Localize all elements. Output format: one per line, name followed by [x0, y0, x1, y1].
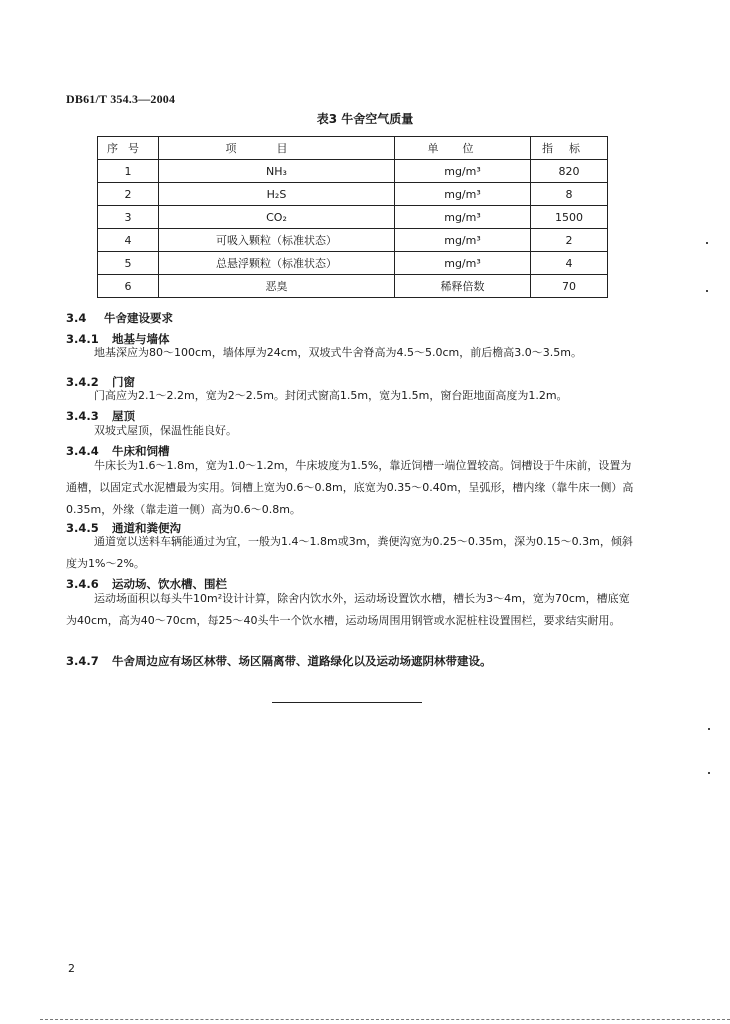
section-heading-3-4-7: [66, 653, 492, 669]
section-number: 3.4.2: [66, 375, 99, 389]
cell-no: 4: [98, 229, 159, 252]
air-quality-table: [97, 136, 608, 298]
cell-value: 2: [531, 229, 608, 252]
scan-edge: [40, 1019, 730, 1020]
cell-item: 恶臭: [159, 275, 395, 298]
cell-no: 6: [98, 275, 159, 298]
section-number: 3.4.5: [66, 521, 99, 535]
page-number: 2: [68, 962, 75, 975]
paragraph-foundation-walls: 地基深应为80～100cm，墙体厚为24cm，双坡式牛舍脊高为4.5～5.0cm，前后檐高3.0～3.5m。: [94, 346, 582, 359]
section-number: 3.4.1: [66, 332, 99, 346]
cell-item: CO₂: [159, 206, 395, 229]
paragraph-stall-trough: 牛床长为1.6～1.8m，宽为1.0～1.2m，牛床坡度为1.5%，靠近饲槽一端位置较高。饲槽设于牛床前，设置为通槽，以固定式水泥槽最为实用。饲槽上宽为0.6～0.8m，底宽为0.35～0.40m，呈弧形，槽内缘（靠牛床一侧）高0.35m，外缘（靠走道一侧）高为0.6～0.8m。: [66, 459, 634, 516]
section-number: 3.4: [66, 311, 87, 325]
column-header-no: 序号: [98, 137, 159, 160]
paragraph-roof: 双坡式屋顶，保温性能良好。: [94, 424, 237, 437]
table-row: [98, 206, 608, 229]
cell-value: 70: [531, 275, 608, 298]
section-number: 3.4.6: [66, 577, 99, 591]
section-heading-3-4: [66, 310, 173, 326]
section-title: 屋顶: [112, 409, 135, 423]
cell-item: 总悬浮颗粒（标准状态）: [159, 252, 395, 275]
table-row: [98, 183, 608, 206]
cell-no: 2: [98, 183, 159, 206]
scan-speck: [706, 242, 708, 244]
cell-no: 3: [98, 206, 159, 229]
section-title: 运动场、饮水槽、围栏: [112, 577, 227, 591]
cell-value: 8: [531, 183, 608, 206]
column-header-item: 项目: [159, 137, 395, 160]
section-title: 门窗: [112, 375, 135, 389]
table-row: [98, 275, 608, 298]
column-header-index: 指标: [531, 137, 608, 160]
table-row: [98, 252, 608, 275]
cell-value: 820: [531, 160, 608, 183]
table-header-row: [98, 137, 608, 160]
table-row: [98, 229, 608, 252]
cell-unit: mg/m³: [395, 183, 531, 206]
table-title: 表3 牛舍空气质量: [316, 112, 414, 126]
section-title: 通道和粪便沟: [112, 521, 181, 535]
cell-unit: mg/m³: [395, 229, 531, 252]
section-title: 牛舍周边应有场区林带、场区隔离带、道路绿化以及运动场遮阴林带建设。: [112, 654, 492, 668]
cell-value: 1500: [531, 206, 608, 229]
scan-speck: [708, 772, 710, 774]
cell-item: H₂S: [159, 183, 395, 206]
scan-speck: [708, 728, 710, 730]
scan-speck: [706, 290, 708, 292]
cell-unit: mg/m³: [395, 160, 531, 183]
cell-item: NH₃: [159, 160, 395, 183]
section-title: 牛床和饲槽: [112, 444, 170, 458]
section-title: 地基与墙体: [112, 332, 170, 346]
paragraph-exercise-yard: 运动场面积以每头牛10m²设计计算，除舍内饮水外，运动场设置饮水槽，槽长为3～4m，宽为70cm，槽底宽为40cm，高为40～70cm，每25～40头牛一个饮水槽，运动场周围用钢管或水泥桩柱设置围栏，要求结实耐用。: [66, 592, 630, 627]
document-code: DB61/T 354.3—2004: [66, 92, 176, 106]
cell-item: 可吸入颗粒（标准状态）: [159, 229, 395, 252]
cell-no: 5: [98, 252, 159, 275]
table-row: [98, 160, 608, 183]
end-rule: [272, 702, 422, 703]
section-number: 3.4.3: [66, 409, 99, 423]
cell-unit: mg/m³: [395, 252, 531, 275]
section-title: 牛舍建设要求: [104, 311, 173, 325]
section-number: 3.4.7: [66, 654, 99, 668]
section-number: 3.4.4: [66, 444, 99, 458]
cell-unit: 稀释倍数: [395, 275, 531, 298]
column-header-unit: 单位: [395, 137, 531, 160]
cell-unit: mg/m³: [395, 206, 531, 229]
cell-no: 1: [98, 160, 159, 183]
paragraph-doors-windows: 门高应为2.1～2.2m，宽为2～2.5m。封闭式窗高1.5m，宽为1.5m，窗台距地面高度为1.2m。: [94, 389, 568, 402]
paragraph-aisle-manure: 通道宽以送料车辆能通过为宜，一般为1.4～1.8m或3m，粪便沟宽为0.25～0.35m，深为0.15～0.3m，倾斜度为1%～2%。: [66, 535, 633, 570]
cell-value: 4: [531, 252, 608, 275]
